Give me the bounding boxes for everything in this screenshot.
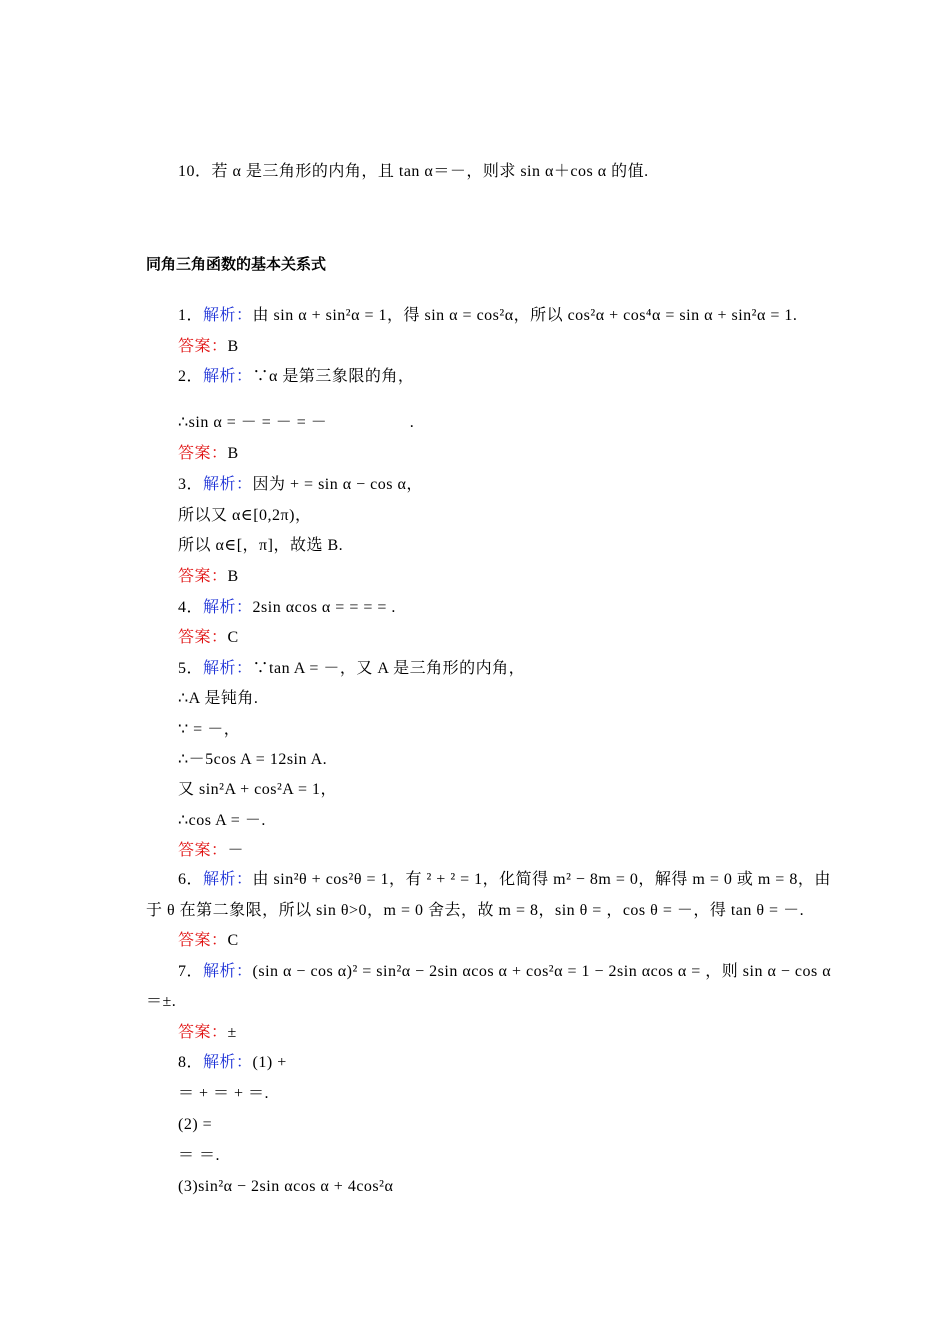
solution-6-line-2: 于 θ 在第二象限，所以 sin θ>0，m = 0 舍去，故 m = 8，sin θ = ，cos θ = －，得 tan θ = －. bbox=[146, 902, 805, 919]
solution-5-line-5: 又 sin²A + cos²A = 1， bbox=[178, 781, 337, 798]
solution-5-line-2: ∴A 是钝角. bbox=[178, 690, 259, 707]
jiexi-label: 解析： bbox=[203, 307, 253, 324]
jiexi-label: 解析： bbox=[203, 599, 253, 616]
jiexi-label: 解析： bbox=[203, 660, 253, 677]
daan-label: 答案： bbox=[178, 1024, 228, 1041]
answer-5: 答案：－ bbox=[178, 842, 245, 859]
answer-6: 答案：C bbox=[178, 932, 239, 949]
solution-5-line-3: ∵ = －， bbox=[178, 721, 241, 738]
jiexi-label: 解析： bbox=[203, 476, 253, 493]
solution-5-line-6: ∴cos A = －. bbox=[178, 812, 266, 829]
daan-label: 答案： bbox=[178, 932, 228, 949]
daan-label: 答案： bbox=[178, 842, 228, 859]
solution-3-line-2: 所以又 α∈[0,2π)， bbox=[178, 507, 312, 524]
solution-3: 3．解析：因为 + = sin α − cos α， bbox=[178, 476, 423, 493]
answer-4: 答案：C bbox=[178, 629, 239, 646]
jiexi-label: 解析： bbox=[203, 963, 253, 980]
solution-5-line-4: ∴－5cos A = 12sin A. bbox=[178, 751, 328, 768]
solution-1: 1．解析：由 sin α + sin²α = 1，得 sin α = cos²α，所以 cos²α + cos⁴α = sin α + sin²α = 1. bbox=[178, 307, 798, 324]
solution-8-line-4: ＝ ＝. bbox=[178, 1147, 221, 1164]
solution-7: 7．解析：(sin α − cos α)² = sin²α − 2sin αcos α + cos²α = 1 − 2sin αcos α = ，则 sin α − cos α bbox=[178, 963, 832, 980]
daan-label: 答案： bbox=[178, 629, 228, 646]
answer-7: 答案：± bbox=[178, 1024, 237, 1041]
solution-2-line-2: ∴sin α = － = － = － . bbox=[178, 414, 415, 431]
solution-8-line-2: ＝ + ＝ + ＝. bbox=[178, 1085, 270, 1102]
solution-8-line-3: (2) = bbox=[178, 1116, 213, 1133]
daan-label: 答案： bbox=[178, 445, 228, 462]
solution-8: 8．解析：(1) + bbox=[178, 1054, 287, 1071]
solution-6: 6．解析：由 sin²θ + cos²θ = 1，有 ² + ² = 1，化简得 m² − 8m = 0，解得 m = 0 或 m = 8，由 bbox=[178, 871, 831, 888]
solution-3-line-3: 所以 α∈[，π]，故选 B. bbox=[178, 537, 344, 554]
daan-label: 答案： bbox=[178, 338, 228, 355]
solution-2: 2．解析：∵α 是第三象限的角， bbox=[178, 368, 415, 385]
answer-2: 答案：B bbox=[178, 445, 239, 462]
jiexi-label: 解析： bbox=[203, 871, 253, 888]
section-heading: 同角三角函数的基本关系式 bbox=[146, 255, 327, 273]
jiexi-label: 解析： bbox=[203, 368, 253, 385]
jiexi-label: 解析： bbox=[203, 1054, 253, 1071]
problem-10: 10．若 α 是三角形的内角，且 tan α＝－，则求 sin α＋cos α 的值. bbox=[178, 163, 649, 180]
solution-4: 4．解析：2sin αcos α = = = = . bbox=[178, 599, 396, 616]
solution-5: 5．解析：∵tan A = －，又 A 是三角形的内角， bbox=[178, 660, 526, 677]
answer-1: 答案：B bbox=[178, 338, 239, 355]
daan-label: 答案： bbox=[178, 568, 228, 585]
solution-8-line-5: (3)sin²α − 2sin αcos α + 4cos²α bbox=[178, 1178, 394, 1195]
answer-3: 答案：B bbox=[178, 568, 239, 585]
solution-7-line-2: ＝±. bbox=[146, 993, 177, 1010]
